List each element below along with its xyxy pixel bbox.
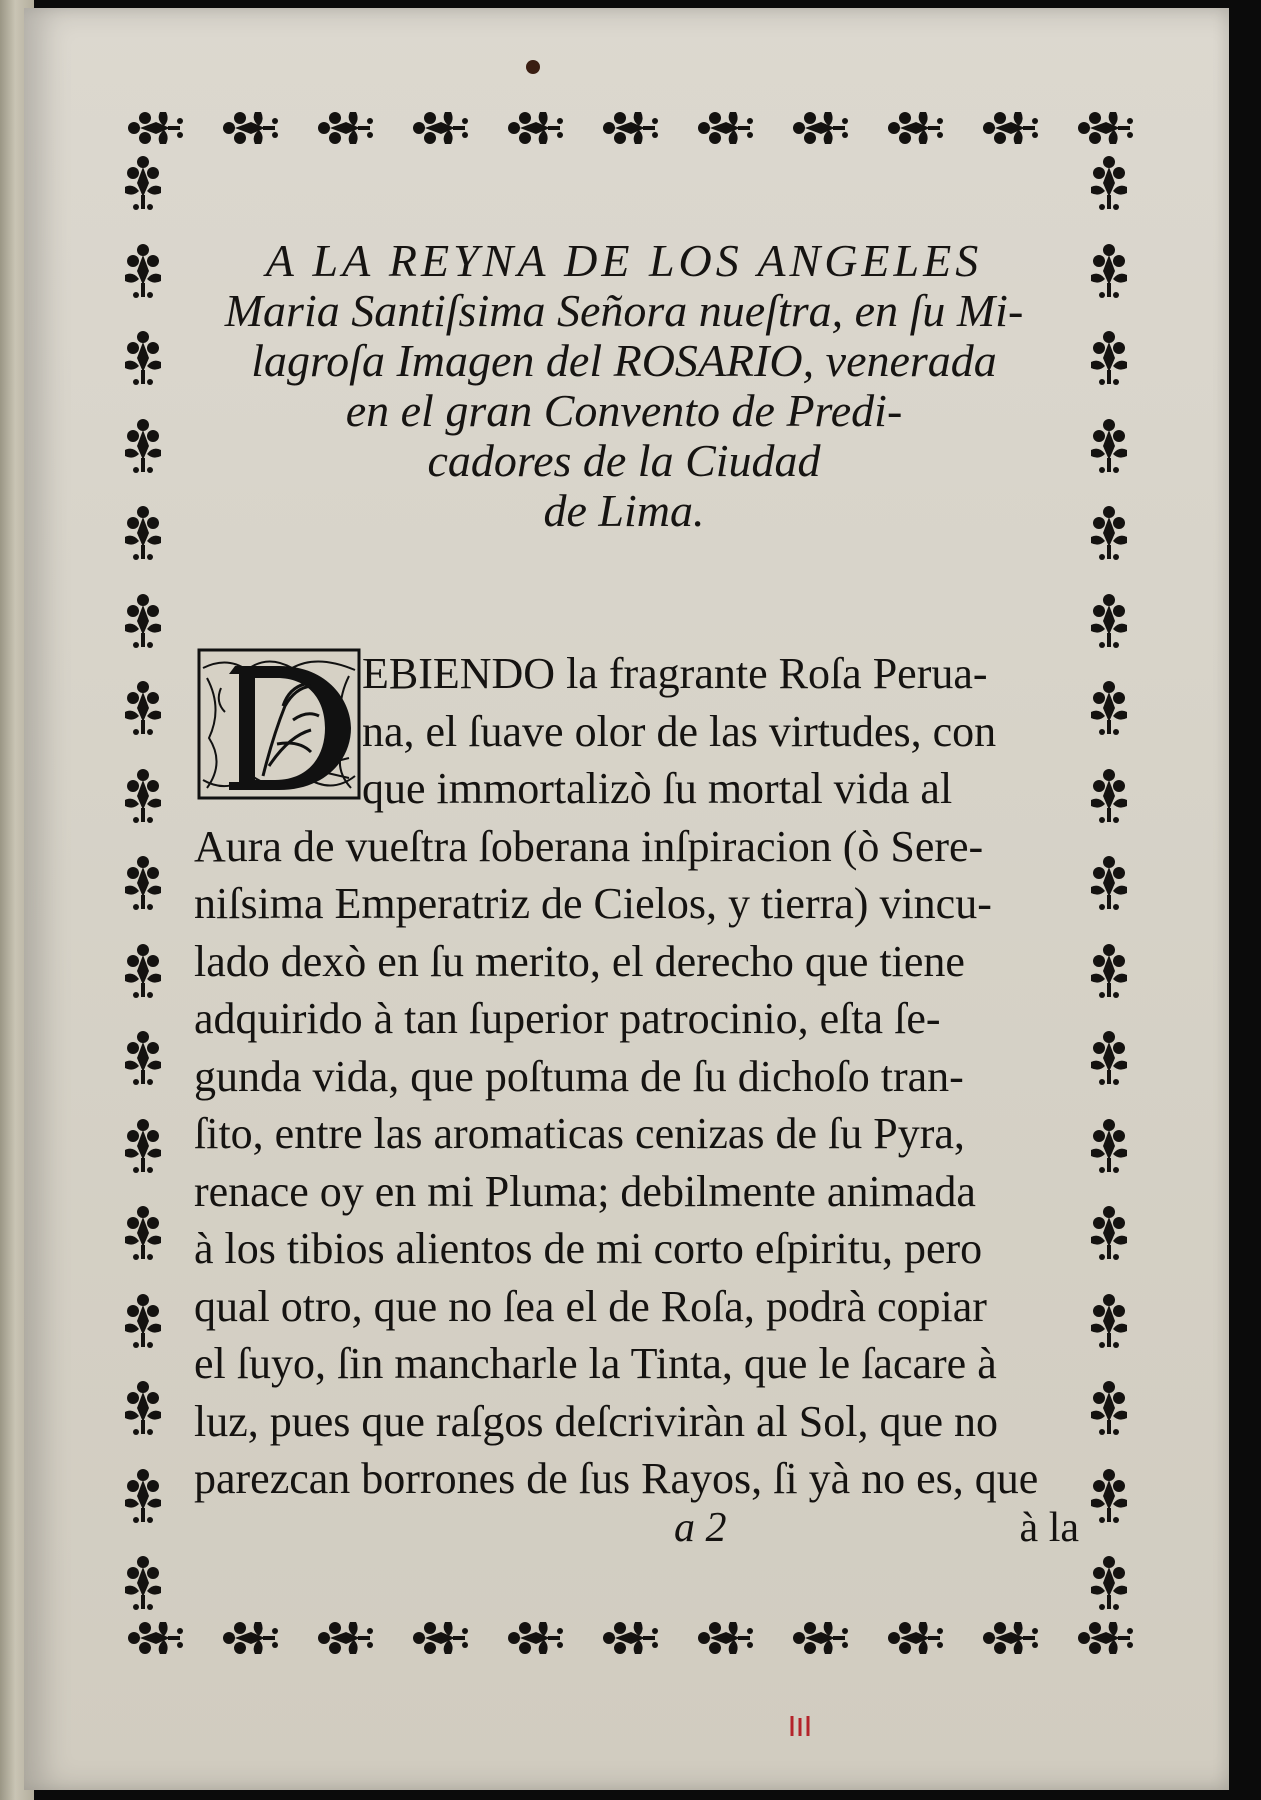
fleuron-ornament <box>119 1203 167 1263</box>
body-line: à los tibios alientos de mi corto eſpiritu, pero <box>194 1224 983 1273</box>
ornament-border-top <box>124 103 1134 153</box>
fleuron-ornament <box>599 1616 659 1660</box>
book-page <box>24 8 1229 1790</box>
fleuron-ornament <box>1085 853 1133 913</box>
fleuron-ornament <box>119 1378 167 1438</box>
fleuron-ornament <box>119 591 167 651</box>
fleuron-ornament <box>119 1116 167 1176</box>
fleuron-ornament <box>314 1616 374 1660</box>
fleuron-ornament <box>119 1466 167 1526</box>
fleuron-ornament <box>119 766 167 826</box>
body-line: na, el ſuave olor de las virtudes, con <box>362 706 997 756</box>
fleuron-ornament <box>1085 1028 1133 1088</box>
title-line: cadores de la Ciudad <box>427 435 821 486</box>
fleuron-ornament <box>119 1028 167 1088</box>
body-line: ſito, entre las aromaticas cenizas de ſu Pyra, <box>194 1109 965 1158</box>
dedication-title <box>154 236 1094 536</box>
fleuron-ornament <box>119 941 167 1001</box>
fleuron-ornament <box>119 1291 167 1351</box>
body-line: luz, pues que raſgos deſcriviràn al Sol, que no <box>194 1396 999 1446</box>
body-line: el ſuyo, ſin mancharle la Tinta, que le ſacare à <box>194 1339 997 1388</box>
body-text <box>194 645 1079 1508</box>
body-line: lado dexò en ſu merito, el derecho que tiene <box>194 936 965 986</box>
fleuron-ornament <box>1085 1203 1133 1263</box>
body-line: adquirido à tan ſuperior patrocinio, eſta ſe- <box>194 994 941 1043</box>
fleuron-ornament <box>219 106 279 150</box>
body-line: renace oy en mi Pluma; debilmente animada <box>194 1166 976 1216</box>
fleuron-ornament <box>694 106 754 150</box>
fleuron-ornament <box>1085 941 1133 1001</box>
body-line: niſsima Emperatriz de Cielos, y tierra) vincu- <box>194 879 992 928</box>
body-line: parezcan borrones de ſus Rayos, ſi yà no es, que <box>194 1454 1039 1503</box>
fleuron-ornament <box>1085 1466 1133 1526</box>
fleuron-ornament <box>1085 591 1133 651</box>
fleuron-ornament <box>314 106 374 150</box>
fleuron-ornament <box>1085 1378 1133 1438</box>
fleuron-ornament <box>789 106 849 150</box>
fleuron-ornament <box>1085 1116 1133 1176</box>
fleuron-ornament <box>124 106 184 150</box>
fleuron-ornament <box>1074 106 1134 150</box>
fleuron-ornament <box>409 1616 469 1660</box>
title-line: A LA REYNA DE LOS ANGELES <box>265 235 983 286</box>
fleuron-ornament <box>119 678 167 738</box>
title-line: de Lima. <box>543 485 705 536</box>
fleuron-ornament <box>884 106 944 150</box>
fleuron-ornament <box>979 1616 1039 1660</box>
fleuron-ornament <box>1074 1616 1134 1660</box>
fleuron-ornament <box>884 1616 944 1660</box>
fleuron-ornament <box>119 1553 167 1613</box>
body-line: gunda vida, que poſtuma de ſu dichoſo tran- <box>194 1051 964 1101</box>
catchword: à la <box>1019 1505 1079 1551</box>
fleuron-ornament <box>599 106 659 150</box>
fleuron-ornament <box>124 1616 184 1660</box>
fleuron-ornament <box>1085 678 1133 738</box>
fleuron-ornament <box>119 853 167 913</box>
fleuron-ornament <box>1085 153 1133 213</box>
fleuron-ornament <box>789 1616 849 1660</box>
body-line: qual otro, que no ſea el de Roſa, podrà copiar <box>194 1281 987 1331</box>
ink-spot <box>526 60 540 74</box>
fleuron-ornament <box>1085 1291 1133 1351</box>
fleuron-ornament <box>694 1616 754 1660</box>
signature-mark: a 2 <box>674 1505 727 1551</box>
fleuron-ornament <box>1085 1553 1133 1613</box>
page-footer <box>194 1504 1079 1554</box>
red-ink-marks <box>788 1714 818 1738</box>
title-line: Maria Santiſsima Señora nueſtra, en ſu Mi- <box>224 285 1024 336</box>
ornament-border-bottom <box>124 1613 1134 1663</box>
fleuron-ornament <box>504 1616 564 1660</box>
body-line: EBIENDO la fragrante Roſa Perua- <box>362 649 988 698</box>
fleuron-ornament <box>409 106 469 150</box>
fleuron-ornament <box>119 153 167 213</box>
fleuron-ornament <box>1085 766 1133 826</box>
fleuron-ornament <box>219 1616 279 1660</box>
title-line: en el gran Convento de Predi- <box>345 385 903 436</box>
fleuron-ornament <box>504 106 564 150</box>
fleuron-ornament <box>979 106 1039 150</box>
body-line: Aura de vueſtra ſoberana inſpiracion (ò Sere- <box>194 821 984 871</box>
title-line: lagroſa Imagen del ROSARIO, venerada <box>251 335 997 386</box>
body-line: que immortalizò ſu mortal vida al <box>362 764 953 813</box>
